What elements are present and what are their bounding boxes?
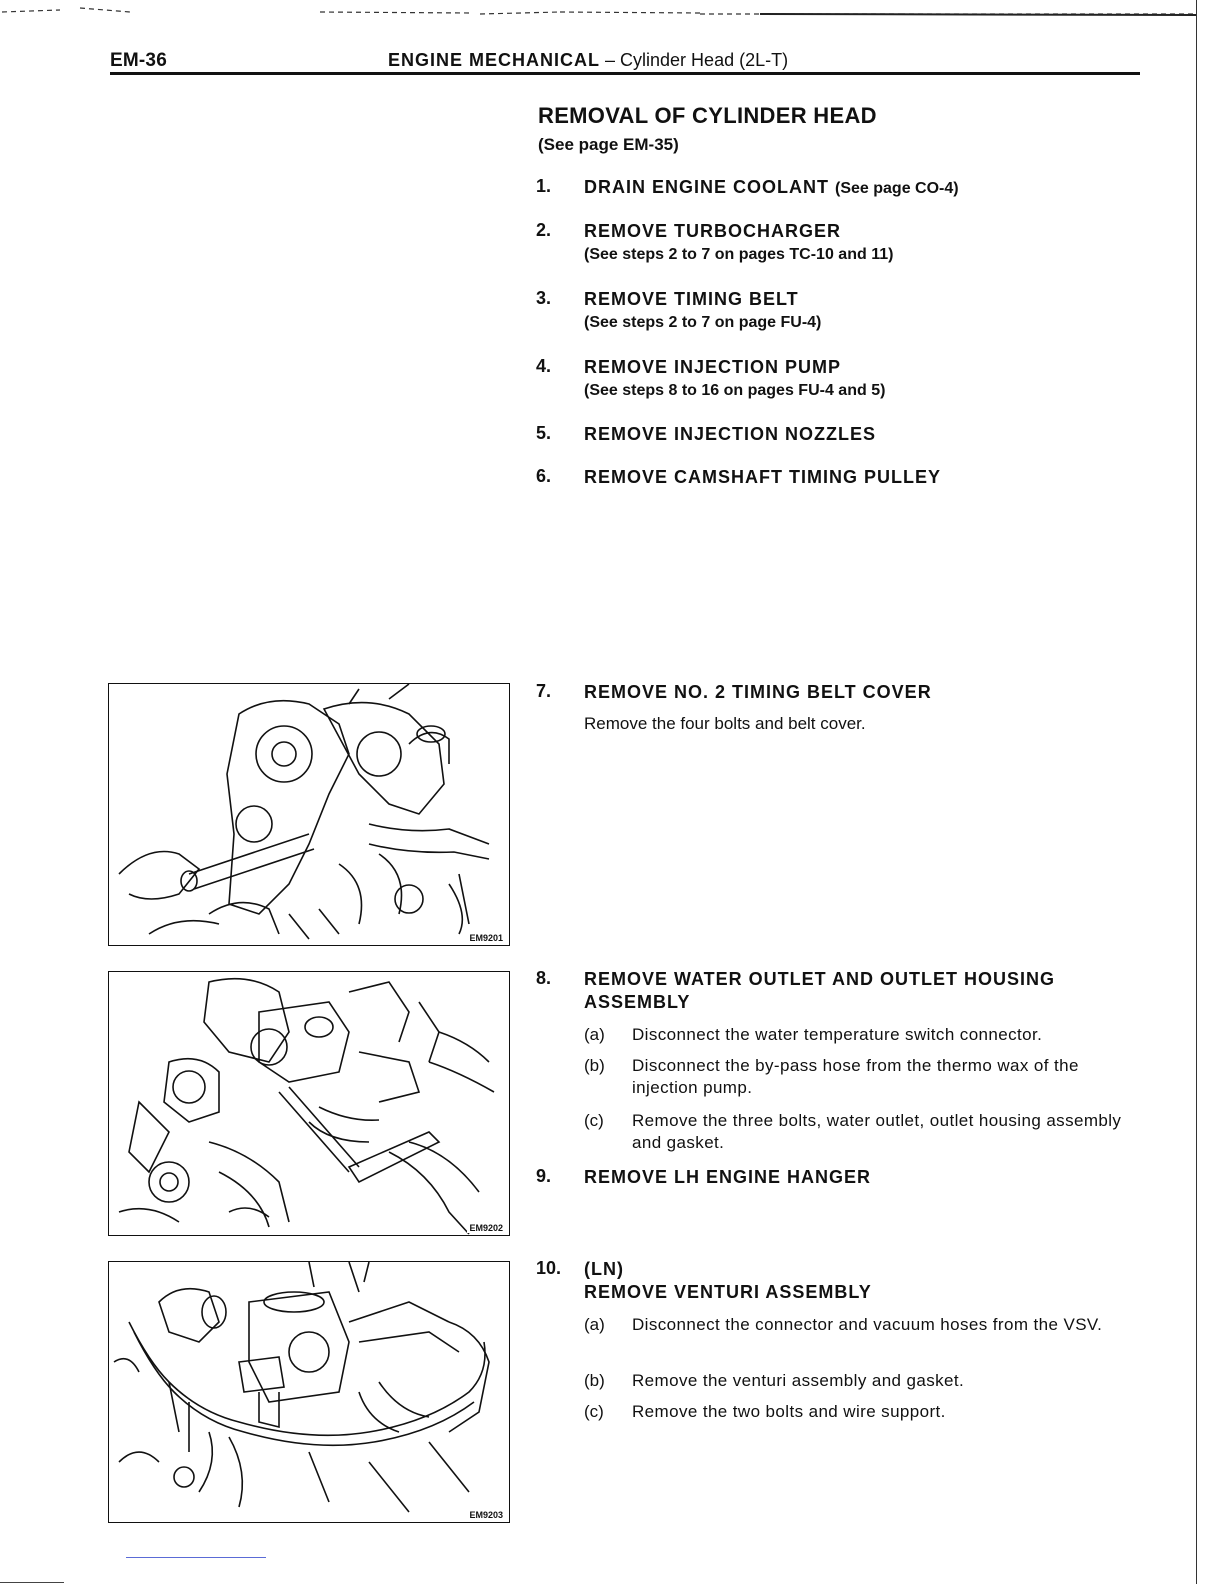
- step-title: [584, 1258, 1144, 1304]
- header-title: [388, 50, 788, 71]
- venturi-assembly-illustration: [109, 1262, 509, 1522]
- step-title-text: REMOVE TIMING BELT: [584, 289, 799, 309]
- figure-em9201: [108, 683, 510, 946]
- header-title-main: ENGINE MECHANICAL: [388, 50, 601, 70]
- step-number: 9.: [536, 1166, 552, 1186]
- step-number: 10.: [536, 1258, 562, 1278]
- step-number: 8.: [536, 968, 552, 988]
- page-edge-line: [1196, 0, 1197, 1584]
- step-title-line2: ASSEMBLY: [584, 992, 691, 1012]
- sub-item-text: Remove the three bolts, water outlet, outlet housing assembly and gasket.: [632, 1111, 1122, 1152]
- step-number: 3.: [536, 288, 552, 308]
- section-title: REMOVAL OF CYLINDER HEAD: [538, 103, 877, 128]
- figure-em9202: [108, 971, 510, 1236]
- step-reference: (See steps 2 to 7 on pages TC-10 and 11): [584, 246, 894, 263]
- header-title-separator: –: [600, 50, 621, 70]
- sub-item-text: Disconnect the water temperature switch connector.: [632, 1025, 1043, 1044]
- sub-item-label: (c): [584, 1402, 604, 1421]
- water-outlet-housing-illustration: [109, 972, 509, 1235]
- scan-noise-strip: [0, 0, 1224, 20]
- step-title-line1: REMOVE WATER OUTLET AND OUTLET HOUSING: [584, 969, 1055, 989]
- sub-item-label: (a): [584, 1315, 605, 1334]
- sub-item-text: Remove the venturi assembly and gasket.: [632, 1371, 965, 1390]
- sub-item-text: Disconnect the by-pass hose from the thermo wax of the injection pump.: [632, 1056, 1079, 1097]
- step-number: 1.: [536, 176, 552, 196]
- figure-em9203: [108, 1261, 510, 1523]
- sub-item-text: Disconnect the connector and vacuum hoses from the VSV.: [632, 1315, 1103, 1334]
- step-title: REMOVE NO. 2 TIMING BELT COVER: [584, 682, 932, 702]
- step-title-text: REMOVE INJECTION PUMP: [584, 357, 842, 377]
- sub-item-label: (a): [584, 1025, 605, 1044]
- step-title: [584, 288, 1144, 334]
- step-reference: (See page CO-4): [835, 180, 959, 197]
- step-number: 4.: [536, 356, 552, 376]
- step-title-text: REMOVE TURBOCHARGER: [584, 221, 842, 241]
- step-number: 5.: [536, 423, 552, 443]
- step-title: REMOVE CAMSHAFT TIMING PULLEY: [584, 467, 941, 487]
- step-title: [584, 968, 1144, 1014]
- step-number: 7.: [536, 681, 552, 701]
- step-text: Remove the four bolts and belt cover.: [584, 714, 866, 733]
- section-see-page: (See page EM-35): [538, 135, 679, 154]
- step-title: [584, 220, 1144, 266]
- step-title-text: DRAIN ENGINE COOLANT: [584, 177, 829, 197]
- step-title: [584, 356, 1144, 402]
- figure-id: EM9201: [469, 933, 503, 943]
- step-reference: (See steps 8 to 16 on pages FU-4 and 5): [584, 382, 886, 399]
- step-title: REMOVE INJECTION NOZZLES: [584, 424, 877, 444]
- page-number: EM-36: [110, 50, 167, 71]
- sub-item-label: (c): [584, 1111, 604, 1130]
- step-title-line1: (LN): [584, 1259, 624, 1279]
- step-number: 2.: [536, 220, 552, 240]
- step-title: REMOVE LH ENGINE HANGER: [584, 1167, 872, 1187]
- sub-item-text: Remove the two bolts and wire support.: [632, 1402, 946, 1421]
- step-title-line2: REMOVE VENTURI ASSEMBLY: [584, 1282, 872, 1302]
- timing-belt-cover-illustration: [109, 684, 509, 945]
- scan-artifact-line: [0, 1582, 64, 1583]
- step-number: 6.: [536, 466, 552, 486]
- figure-id: EM9202: [469, 1223, 503, 1233]
- sub-item-label: (b): [584, 1056, 605, 1075]
- header-title-sub: Cylinder Head (2L-T): [620, 50, 789, 70]
- scan-artifact-line: [126, 1557, 266, 1558]
- section-heading: [538, 103, 1148, 155]
- page-header: [110, 48, 1140, 74]
- step-title: [584, 176, 1144, 200]
- header-rule: [110, 72, 1140, 75]
- sub-item-label: (b): [584, 1371, 605, 1390]
- figure-id: EM9203: [469, 1510, 503, 1520]
- step-reference: (See steps 2 to 7 on page FU-4): [584, 314, 822, 331]
